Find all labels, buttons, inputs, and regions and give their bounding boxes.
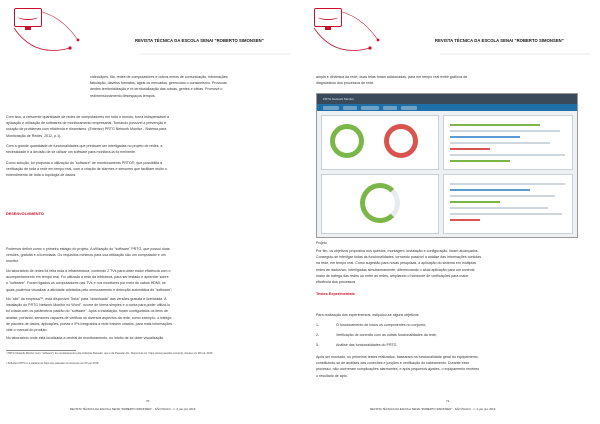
text-line: ampla e dinâmica da rede, duas telas foram adicionadas, para em tempo real exibir gráficos de bbox=[316, 75, 468, 79]
text-line: Podemos definir como o primeiro estágio do projeto. A utilização do "software" PRTG, que possui duas bbox=[6, 247, 170, 251]
list-item-number: 1- bbox=[316, 323, 320, 327]
dashboard-panel bbox=[321, 174, 439, 234]
list-item-number: 2- bbox=[316, 333, 320, 338]
gauge-icon bbox=[330, 124, 364, 158]
nav-item bbox=[361, 106, 379, 110]
text-line: No laboratório onde está localizada a central de monitoramento, no intuito de se obter visualização bbox=[6, 336, 164, 340]
text-line: verificação de toda a rede em tempo real, com a criação de alarmes e sensores que facilitam muito o bbox=[6, 167, 167, 172]
text-line: acompanhamento em tempo real. Foi utilizada a rede da biblioteca, para ser testado e aprender sobre bbox=[6, 275, 169, 280]
status-bar bbox=[450, 130, 560, 132]
text-line: processo, não ocorreram complicações alarmantes, e após pequenos ajustes, o equipamento recebeu bbox=[316, 367, 480, 372]
header-decoration bbox=[300, 0, 600, 70]
monitor-logo-icon bbox=[314, 8, 342, 30]
text-line: monitor. bbox=[6, 259, 19, 264]
closing-paragraph bbox=[316, 354, 586, 379]
status-bar bbox=[450, 183, 565, 185]
section-title-desenvolvimento: DESENVOLVIMENTO bbox=[6, 212, 44, 216]
paragraph-1 bbox=[6, 114, 286, 139]
section-title-testes: Testes Experimentais bbox=[316, 292, 355, 296]
nav-bar bbox=[317, 104, 577, 111]
text-line: maior de tráfego das redes ou entre as redes, ampliando o horizonte de verificações para maior bbox=[316, 273, 469, 278]
text-line: diagnósticos dos processos de rede. bbox=[316, 81, 375, 86]
text-line: eficiência dos processos. bbox=[316, 280, 357, 285]
gauge-icon bbox=[360, 183, 400, 223]
text-line: vide o manual do produto. bbox=[6, 328, 48, 333]
text-line: o resultado de apto. bbox=[316, 373, 348, 378]
window-title: PRTG Network Monitor bbox=[323, 97, 354, 101]
dashboard-panel bbox=[443, 115, 573, 170]
footnote-1: ¹ PRTG Network Monitor (com "software") de monitoramento pela Indústria Paessler, que é da Paessler AG. Disponível em: https://www.paessler.com/prtg. Acesso em 08 out. 2019. bbox=[6, 352, 214, 355]
status-bar bbox=[450, 154, 565, 156]
status-bar bbox=[450, 148, 490, 150]
paragraph-3 bbox=[6, 160, 286, 179]
text-line: necessidade e a decisão de se utilizar um software para monitorá-la foi eminente. bbox=[6, 150, 137, 155]
text-line: Com a grande quantidade de funcionalidades que precisam ser interligadas no projeto de redes, a bbox=[6, 144, 163, 148]
text-line: redimensionamento desespaços tempos. bbox=[90, 93, 156, 98]
conclusion-paragraph bbox=[316, 248, 586, 285]
status-bar bbox=[450, 207, 548, 209]
dev-paragraph-1 bbox=[6, 246, 286, 265]
text-line: análise, portanto, sensores capazes de verificar os diversos aspectos da rede, como exemplo, o tráfego bbox=[6, 315, 172, 320]
text-line: solução de problemas com eficiência e dinamismo. (Entenez) PRTG Network Monitor - Sistema para bbox=[6, 127, 167, 132]
footnote-2: ² Software PRTG é a plataforma https://go.paessler.com/Acesso em 05 out 2019. bbox=[6, 362, 100, 365]
dev-paragraph-3 bbox=[6, 296, 286, 333]
intro-block bbox=[316, 74, 586, 86]
list-item bbox=[316, 332, 586, 338]
tests-list bbox=[316, 322, 586, 349]
text-line: dentes territorialização e ré-territorialização das coisas, gentes e ideias. Promove o bbox=[90, 87, 223, 92]
text-line: Após ser montado, os primeiros testes realizados, basearam na funcionalidade geral do equipamento, bbox=[316, 355, 479, 359]
nav-item bbox=[343, 106, 357, 110]
text-line: fabulação, dáveiss formatos, ágeis os mercados, gerenciam o consumismo. Provocas bbox=[90, 81, 227, 86]
right-page bbox=[300, 0, 600, 424]
text-line: vídeoclipes, fila, redes de computadores e outros meios de comunicação, informações bbox=[90, 75, 228, 79]
dev-paragraph-4 bbox=[6, 335, 286, 341]
page-number: 71 bbox=[446, 399, 450, 403]
dashboard-panel bbox=[321, 115, 439, 170]
monitor-logo-icon bbox=[14, 8, 42, 30]
text-line: constituindo-se de análises das conexões e junções e verificação do cabeamento. Durante esse bbox=[316, 361, 470, 366]
status-bar bbox=[450, 124, 540, 126]
status-bar bbox=[450, 195, 555, 197]
text-line: versões, gratuita e a licenciada. Os requisitos mínimos para sua utilização são um computador e um bbox=[6, 253, 166, 258]
figure-caption: Projeto bbox=[316, 241, 327, 245]
nav-item bbox=[323, 106, 339, 110]
status-bar bbox=[450, 189, 530, 191]
nav-item bbox=[383, 106, 397, 110]
status-bar bbox=[450, 219, 480, 221]
text-line: entendimento de toda a topologia de dados. bbox=[6, 173, 77, 178]
text-line: quais podemos visualizar a atividade adotados pelo sensoramento e detecção automática do "software". bbox=[6, 287, 173, 292]
text-line: o "software". Foram ligados os computadores nas TVs e nos monitores por meio de cabos HDMI, os bbox=[6, 281, 166, 286]
status-bar bbox=[450, 201, 500, 203]
paragraph-2 bbox=[6, 143, 286, 155]
dev-paragraph-2 bbox=[6, 268, 286, 293]
status-bar bbox=[450, 136, 520, 138]
text-line: aplicação e utilização de softwares de monitoramento empresarial. Tornando possível a prevenção e bbox=[6, 121, 167, 126]
text-line: Com isso, a crescente quantidade de redes de computadores em todo o mundo, torna indispensável a bbox=[6, 115, 170, 119]
text-line: No laboratório de redes foi feita toda a infraestrutura, contendo 2 TVs para obter maior eficiência com o bbox=[6, 269, 171, 273]
header-title: REVISTA TÉCNICA DA ESCOLA SENAI "ROBERTO SIMONSEN" bbox=[135, 38, 264, 43]
list-item-text: Análise das funcionalidades do PRTG. bbox=[336, 343, 398, 348]
gauge-icon bbox=[384, 124, 418, 158]
dashboard-panel bbox=[443, 174, 573, 234]
text-line: Conseguiu-se interligar todas as funcionalidades, tornando possível a análise das informações contidas bbox=[316, 255, 482, 260]
list-item-text: O funcionamento de todos os componentes no conjunto; bbox=[336, 323, 427, 327]
nav-item bbox=[401, 106, 417, 110]
text-line: redes de dados/wo, interligadas simultaneamente, diferenciando o atual aplicação para um controle bbox=[316, 267, 475, 272]
page-footer: REVISTA TÉCNICA DA ESCOLA SENAI "ROBERTO SIMONSEN" - SÃO PAULO - n. 3, jan./jul. 2019 bbox=[70, 407, 196, 411]
header-title: REVISTA TÉCNICA DA ESCOLA SENAI "ROBERTO SIMONSEN" bbox=[435, 38, 564, 43]
window-titlebar bbox=[317, 94, 577, 104]
list-item bbox=[316, 342, 586, 348]
tests-intro: Para realização dos experimentos, estipulou-se alguns objetivos: bbox=[316, 313, 420, 317]
text-line: na rede, em tempo real. Como sugestão para novas pesquisas, a aplicação do sistema em múltiplas bbox=[316, 261, 477, 266]
text-line: Monitoração de Redes, 2012, p.1). bbox=[6, 133, 62, 138]
text-line: instalação do PRTG Network Monitor no Word", ocorre de forma simples e a conta para poder utilizá-lo bbox=[6, 303, 170, 308]
list-item-text: Verificação de conexão com as outras funcionalidades da rede; bbox=[336, 333, 437, 338]
header-decoration bbox=[0, 0, 300, 70]
intro-block bbox=[90, 74, 284, 99]
text-line: Por fim, os objetivos propostos nos questos, montagem, instalação e configuração, foram alcançados. bbox=[316, 249, 479, 253]
list-item bbox=[316, 322, 586, 328]
text-line: de pacotes de dados, aplicações, portas e IPs integrados à rede fossem criados, para mais informações bbox=[6, 321, 173, 326]
text-line: foi criada com os parâmetros padrão do "software". Após a instalação, foram configurados os itens de bbox=[6, 309, 168, 314]
page-footer: REVISTA TÉCNICA DA ESCOLA SENAI "ROBERTO SIMONSEN" - SÃO PAULO - n. 3, jan./jul. 2019 bbox=[370, 407, 496, 411]
status-bar bbox=[450, 213, 562, 215]
text-line: Como solução, foi proposta a utilização do "software" de monitoramento PRTG®, que possibilita a bbox=[6, 161, 163, 165]
status-bar bbox=[450, 142, 550, 144]
status-bar bbox=[450, 160, 510, 162]
page-number: 70 bbox=[146, 399, 150, 403]
list-item-number: 3- bbox=[316, 343, 320, 348]
footnote-divider bbox=[6, 350, 76, 351]
prtg-dashboard-screenshot bbox=[316, 93, 578, 238]
text-line: No "site" da empresa™, está disponível "links" para "downloads" das versões gratuita e licenciada. A bbox=[6, 297, 167, 301]
